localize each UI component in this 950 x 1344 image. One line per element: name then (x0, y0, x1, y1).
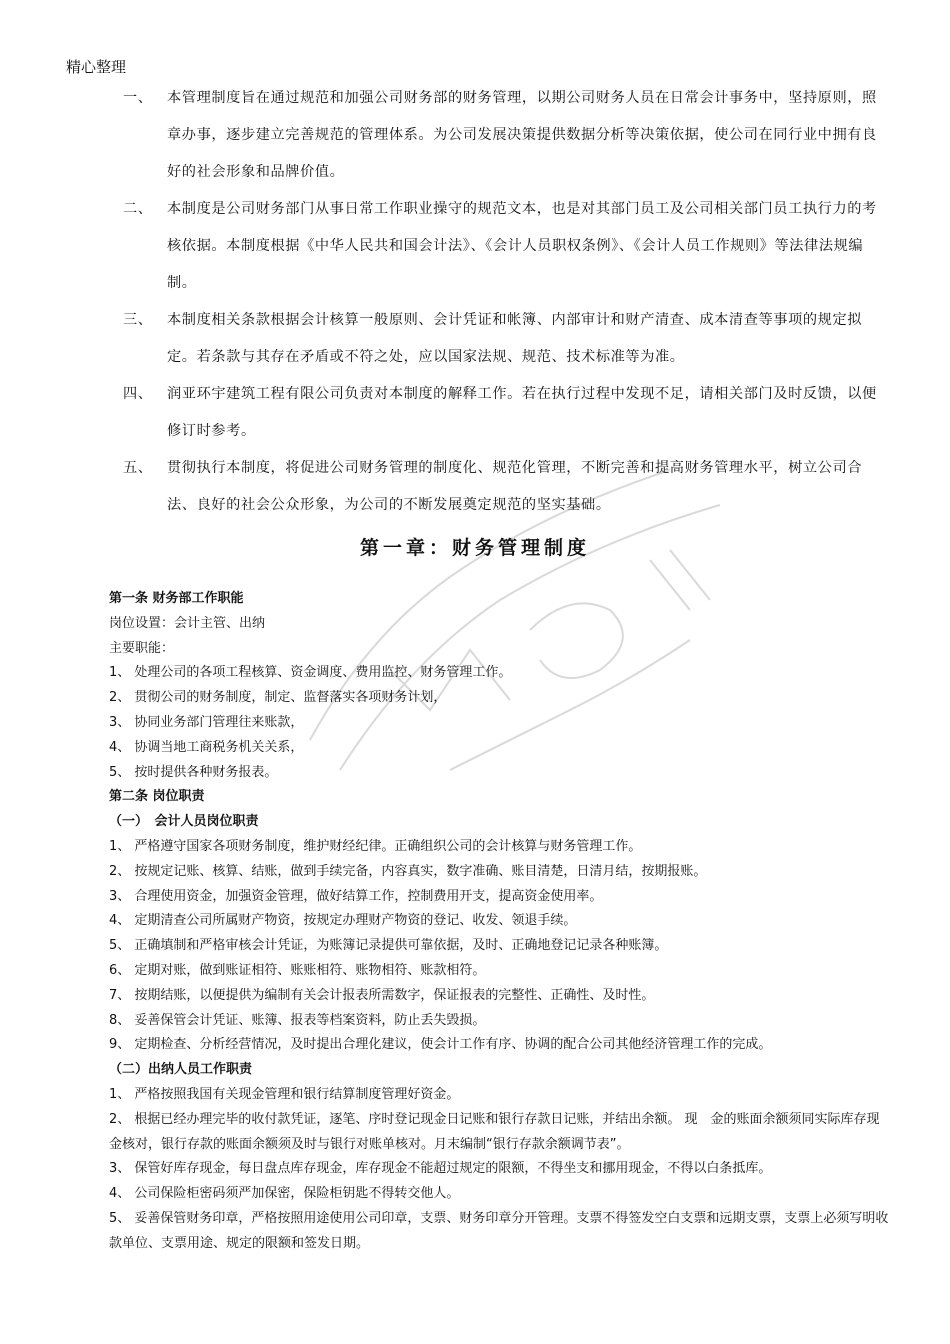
list-item: 5、 妥善保管财务印章，严格按照用途使用公司印章，支票、财务印章分开管理。支票不得签发空白支票和远期支票，支票上必须写明收款单位、支票用途、规定的限额和签发日期。 (109, 1210, 889, 1251)
list-item: 5、 正确填制和严格审核会计凭证，为账簿记录提供可靠依据，及时、正确地登记记录各种账簿。 (109, 938, 668, 954)
paragraph-text: 贯彻执行本制度，将促进公司财务管理的制度化、规范化管理，不断完善和提高财务管理水平，树立公司合法、良好的社会公众形象，为公司的不断发展奠定规范的坚实基础。 (167, 460, 863, 513)
list-item: 8、 妥善保管会计凭证、账簿、报表等档案资料，防止丢失毁损。 (109, 1012, 486, 1028)
paragraph-text: 本管理制度旨在通过规范和加强公司财务部的财务管理，以期公司财务人员在日常会计事务中，坚持原则，照章办事，逐步建立完善规范的管理体系。为公司发展决策提供数据分析等决策依据，使公司在同行业中拥有良好的社会形象和品牌价值。 (167, 90, 877, 180)
chapter-body (109, 587, 889, 1257)
intro-section (110, 80, 885, 524)
paragraph-number: 三、 (123, 312, 153, 328)
list-item: 3、 合理使用资金，加强资金管理，做好结算工作，控制费用开支，提高资金使用率。 (109, 888, 603, 904)
paragraph-text: 润亚环宇建筑工程有限公司负责对本制度的解释工作。若在执行过程中发现不足，请相关部门及时反馈，以便修订时参考。 (167, 386, 877, 439)
duties-label: 主要职能： (109, 640, 175, 656)
intro-paragraph (110, 376, 885, 450)
list-item: 1、 严格按照我国有关现金管理和银行结算制度管理好资金。 (109, 1086, 460, 1102)
intro-paragraph (110, 191, 885, 302)
paragraph-number: 四、 (123, 386, 153, 402)
subsection-2-title: （二）出纳人员工作职责 (109, 1062, 253, 1078)
list-item: 2、 按规定记账、核算、结账，做到手续完备，内容真实，数字准确、账目清楚，日清月结，按期报账。 (109, 863, 707, 879)
subsection-1-title: （一） 会计人员岗位职责 (109, 814, 259, 830)
article-1-title: 第一条 财务部工作职能 (109, 591, 244, 606)
list-item: 9、 定期检查、分析经营情况，及时提出合理化建议，使会计工作有序、协调的配合公司其他经济管理工作的完成。 (109, 1037, 772, 1053)
list-item: 7、 按期结账，以便提供为编制有关会计报表所需数字，保证报表的完整性、正确性、及时性。 (109, 987, 655, 1003)
list-item: 4、 定期清查公司所属财产物资，按规定办理财产物资的登记、收发、领退手续。 (109, 913, 577, 929)
list-item: 4、 协调当地工商税务机关关系， (109, 739, 304, 755)
list-item: 6、 定期对账，做到账证相符、账账相符、账物相符、账款相符。 (109, 962, 486, 978)
list-item: 2、 贯彻公司的财务制度，制定、监督落实各项财务计划， (109, 690, 447, 706)
paragraph-number: 二、 (123, 201, 153, 217)
header-label: 精心整理 (66, 58, 127, 76)
paragraph-number: 一、 (123, 90, 153, 106)
list-item: 1、 严格遵守国家各项财务制度，维护财经纪律。正确组织公司的会计核算与财务管理工作。 (109, 838, 642, 854)
intro-paragraph (110, 450, 885, 524)
positions-line: 岗位设置：会计主管、出纳 (109, 615, 266, 631)
article-2-title: 第二条 岗位职责 (109, 789, 205, 805)
list-item: 3、 保管好库存现金，每日盘点库存现金，库存现金不能超过规定的限额，不得坐支和挪用现金，不得以白条抵库。 (109, 1161, 772, 1177)
list-item: 4、 公司保险柜密码须严加保密，保险柜钥匙不得转交他人。 (109, 1186, 460, 1202)
list-item: 2、 根据已经办理完毕的收付款凭证，逐笔、序时登记现金日记账和银行存款日记账，并结出余额。 现 金的账面余额须同实际库存现金核对，银行存款的账面余额须及时与银行对账单核对。月末编制“银行存款余额调节表”。 (109, 1111, 880, 1152)
paragraph-text: 本制度是公司财务部门从事日常工作职业操守的规范文本，也是对其部门员工及公司相关部门员工执行力的考核依据。本制度根据《中华人民共和国会计法》、《会计人员职权条例》、《会计人员工作规则》等法律法规编制。 (167, 201, 877, 291)
chapter-title: 第一章：财务管理制度 (359, 537, 590, 559)
paragraph-number: 五、 (123, 460, 153, 476)
list-item: 3、 协同业务部门管理往来账款， (109, 714, 304, 730)
intro-paragraph (110, 80, 885, 191)
paragraph-text: 本制度相关条款根据会计核算一般原则、会计凭证和帐簿、内部审计和财产清查、成本清查等事项的规定拟定。若条款与其存在矛盾或不符之处，应以国家法规、规范、技术标准等为准。 (167, 312, 863, 365)
intro-paragraph (110, 302, 885, 376)
list-item: 1、 处理公司的各项工程核算、资金调度、费用监控、财务管理工作。 (109, 665, 512, 681)
list-item: 5、 按时提供各种财务报表。 (109, 764, 278, 780)
